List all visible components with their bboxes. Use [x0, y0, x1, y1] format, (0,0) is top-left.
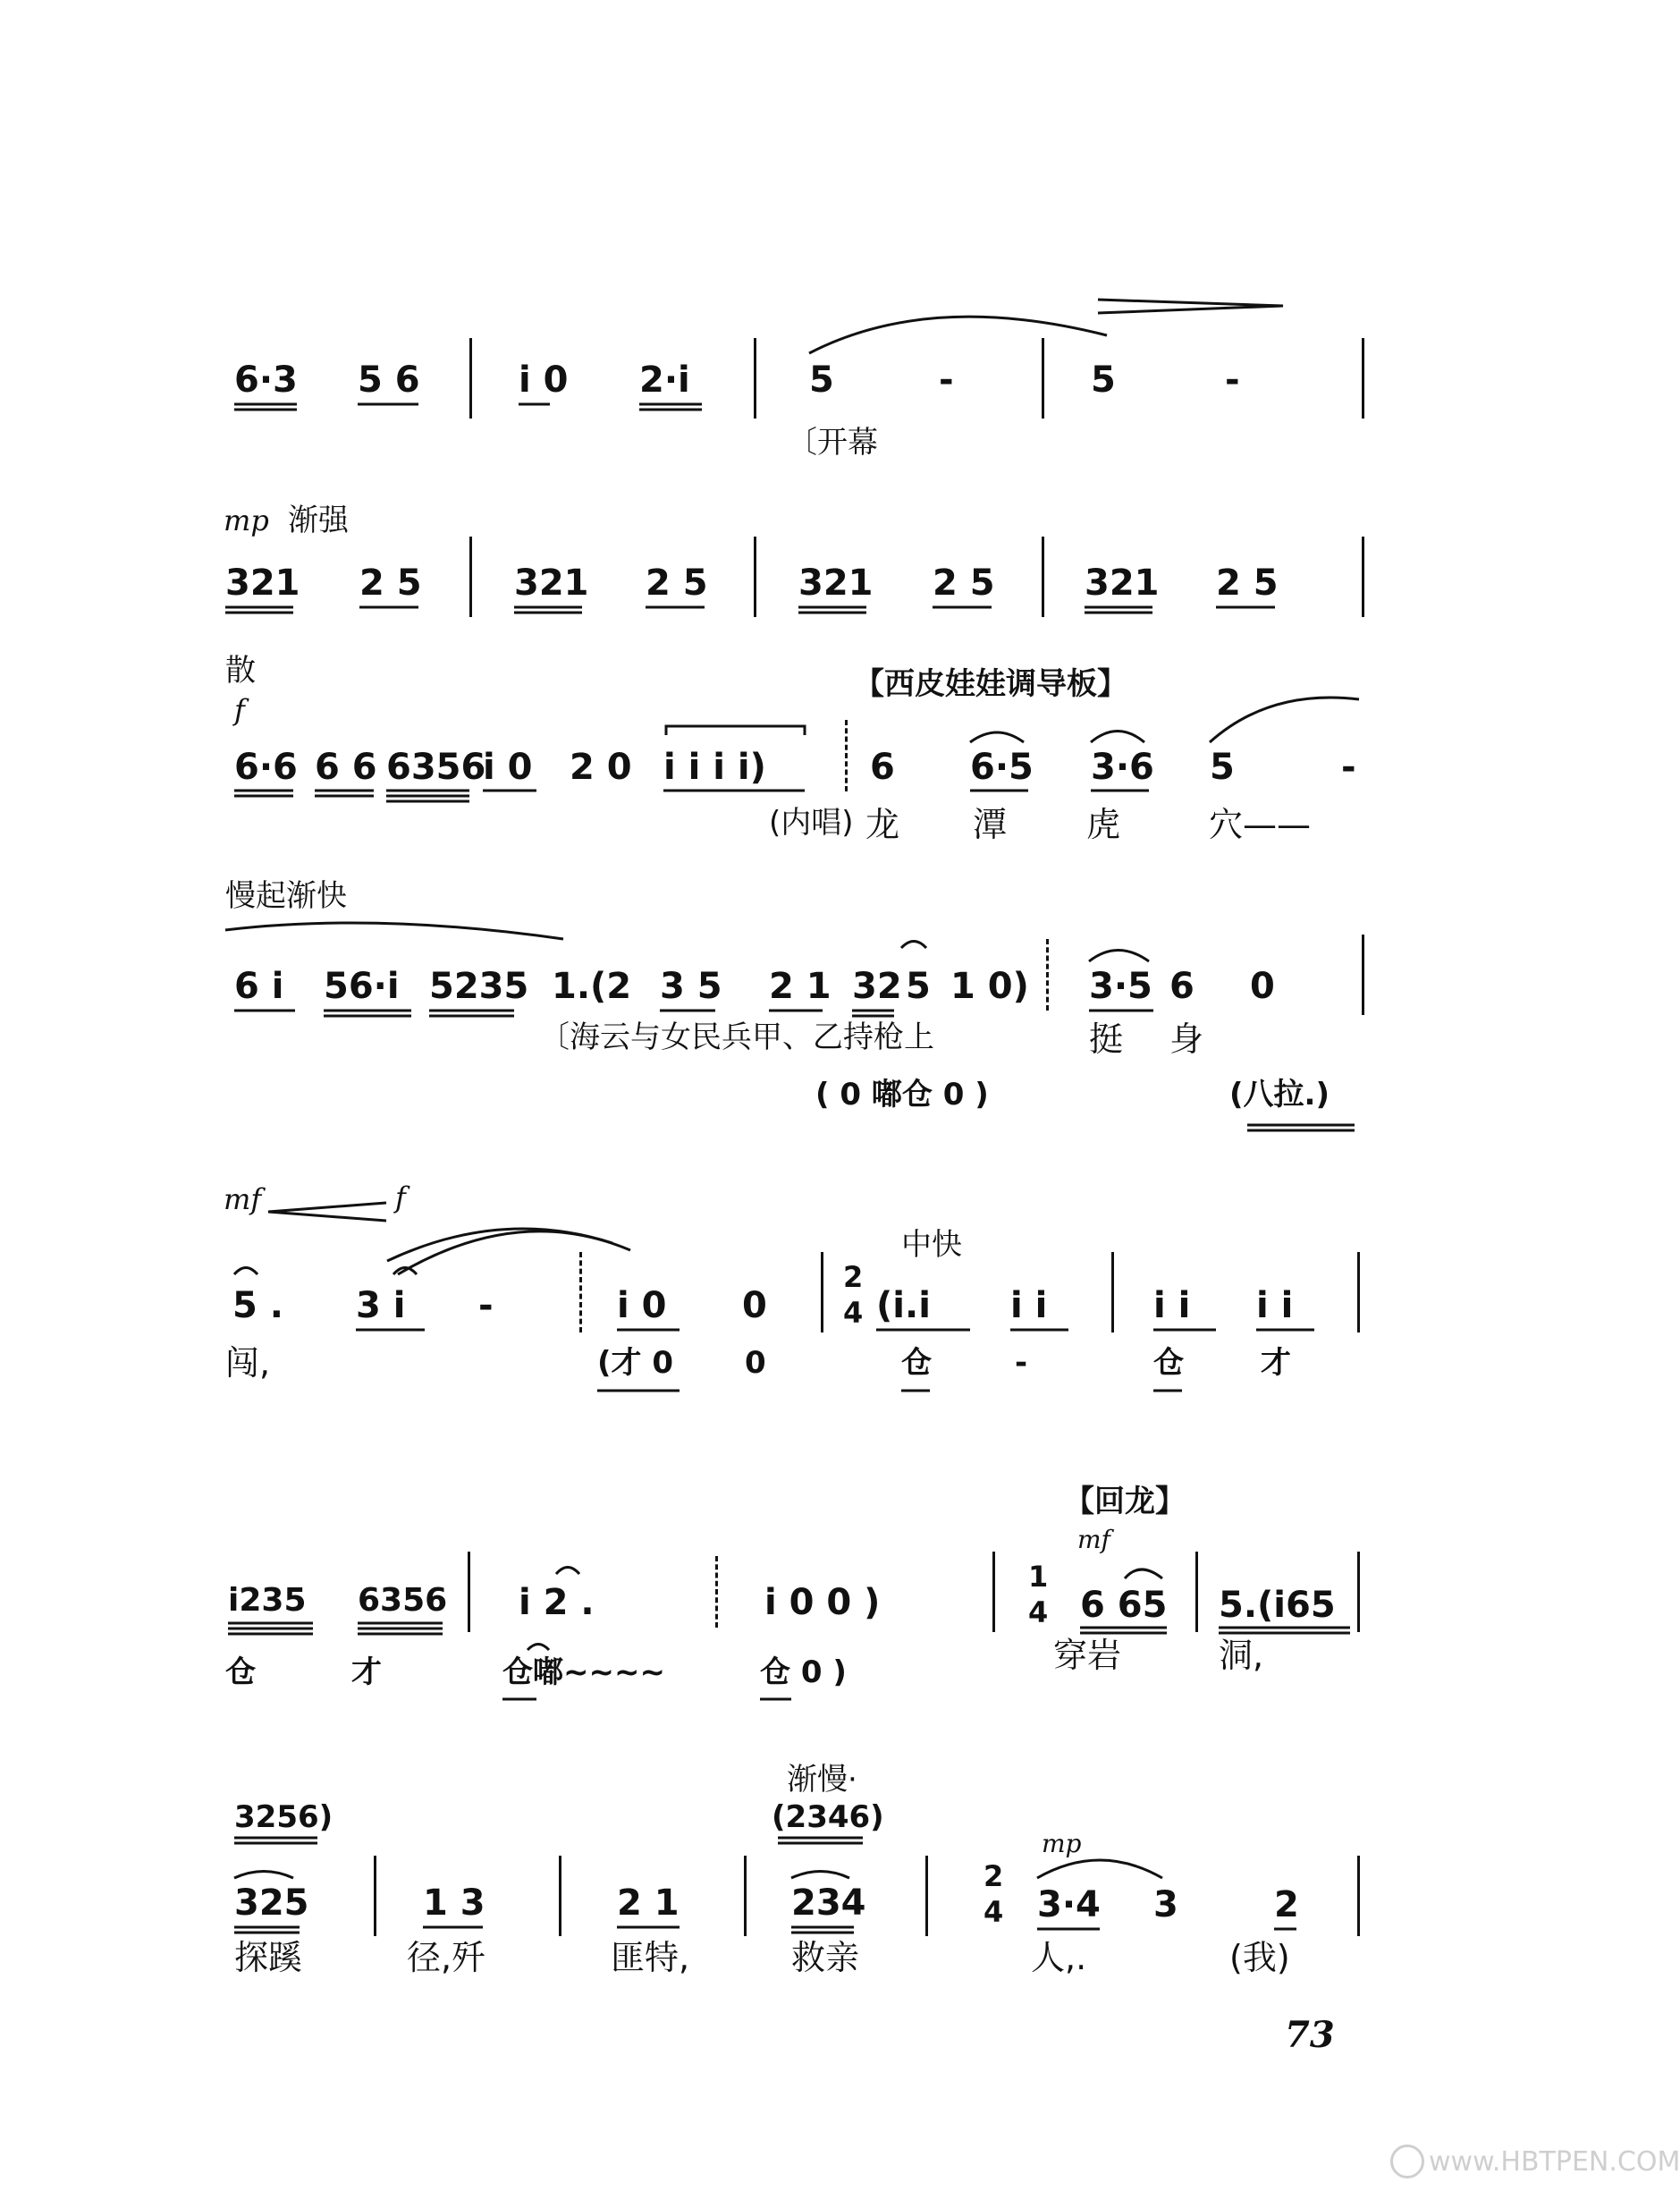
- lyric: 身: [1169, 1019, 1204, 1059]
- note: 5: [1091, 360, 1116, 401]
- note-group: i 0: [519, 360, 569, 401]
- note-group: 5 6: [358, 360, 420, 401]
- lyric: 穿岩: [1053, 1636, 1122, 1675]
- percussion: 仓嘟~~~~: [502, 1654, 665, 1690]
- note: 3: [1153, 1884, 1178, 1925]
- note: 5: [809, 360, 834, 401]
- note-group: 3·4: [1037, 1884, 1101, 1925]
- rest: 0: [742, 1285, 767, 1326]
- time-signature-top: 1: [1028, 1560, 1049, 1594]
- percussion: 才: [351, 1654, 382, 1690]
- percussion: 仓: [225, 1654, 256, 1690]
- note-group: 325: [234, 1882, 309, 1924]
- note-group: i 2 .: [519, 1582, 595, 1623]
- lyric-prefix: (内唱): [769, 805, 854, 841]
- percussion-line: (八拉.): [1229, 1077, 1330, 1112]
- percussion-line: ( 0 嘟仓 0 ): [815, 1077, 989, 1112]
- lyric: 救亲: [791, 1938, 860, 1977]
- note-group: (2346): [772, 1799, 884, 1835]
- time-signature-bottom: 4: [843, 1296, 864, 1330]
- note-group: i i: [1010, 1285, 1048, 1326]
- lyric: 虎: [1086, 805, 1121, 844]
- note-group: 321: [798, 563, 874, 604]
- note-group: 2 5: [933, 563, 995, 604]
- note: 5: [906, 966, 931, 1007]
- lyric: 龙: [865, 805, 900, 844]
- note-group: 1 3: [423, 1882, 485, 1924]
- dynamic-mark: f: [234, 693, 245, 727]
- percussion: 仓: [901, 1345, 932, 1381]
- lyric: 洞,: [1219, 1636, 1264, 1675]
- note-group: i235: [228, 1582, 307, 1619]
- note-group: 3256): [234, 1799, 333, 1835]
- expression-mark: 渐强: [288, 503, 349, 538]
- percussion: -: [1015, 1345, 1028, 1381]
- dynamic-mark: mf: [1077, 1525, 1110, 1554]
- lyric: 穴——: [1209, 805, 1312, 844]
- note-group: 3 5: [660, 966, 722, 1007]
- note-group: 234: [791, 1882, 866, 1924]
- note-group: i 0: [617, 1285, 667, 1326]
- note-group: 1.(2: [552, 966, 632, 1007]
- tempo-mark: 慢起渐快: [225, 878, 347, 914]
- lyric: 人,.: [1031, 1938, 1087, 1977]
- note-group: 6·6: [234, 747, 298, 788]
- note-group: 5 .: [232, 1285, 283, 1326]
- lyric: 闯,: [225, 1343, 271, 1383]
- percussion: 才: [1261, 1345, 1291, 1381]
- tempo-mark: 中快: [901, 1227, 962, 1263]
- time-signature-bottom: 4: [1028, 1595, 1049, 1629]
- section-label: 【回龙】: [1064, 1484, 1186, 1519]
- note-group: i i: [1153, 1285, 1191, 1326]
- note-group: 5235: [429, 966, 529, 1007]
- note-group: 2 0: [570, 747, 632, 788]
- note-group: 321: [1085, 563, 1160, 604]
- note-group: 6 65: [1080, 1585, 1168, 1626]
- note-group: 2 5: [646, 563, 708, 604]
- page-number: 73: [1285, 2014, 1335, 2056]
- note-group: 1 0): [950, 966, 1029, 1007]
- note-group: 6·3: [234, 360, 298, 401]
- note-group: 6 i: [234, 966, 284, 1007]
- watermark: www.HBTPEN.COM: [1429, 2146, 1680, 2178]
- tempo-mark: 渐慢·: [787, 1762, 857, 1798]
- note-group: 6356: [358, 1582, 448, 1619]
- note-group: 3·6: [1091, 747, 1154, 788]
- dynamic-mark: mp: [1042, 1829, 1082, 1858]
- hold-dash: -: [478, 1285, 494, 1326]
- note-group: i 0 0 ): [764, 1582, 881, 1623]
- note-group: 6·5: [970, 747, 1034, 788]
- lyric: 挺: [1089, 1019, 1124, 1059]
- note: 5: [1210, 747, 1235, 788]
- note-group: i 0: [483, 747, 533, 788]
- note-group: 321: [514, 563, 589, 604]
- note-group: (i.i: [876, 1285, 931, 1326]
- hold-dash: -: [939, 360, 954, 401]
- lyric: 探蹊: [234, 1938, 303, 1977]
- note: 6: [1169, 966, 1195, 1007]
- note-group: 2 1: [617, 1882, 680, 1924]
- rest: 0: [1250, 966, 1275, 1007]
- note-group: i i: [1256, 1285, 1294, 1326]
- note-group: 3 i: [356, 1285, 406, 1326]
- note-group: i i i i): [663, 747, 766, 788]
- percussion: (才 0: [597, 1345, 674, 1381]
- dynamic-mark: mp: [224, 503, 269, 537]
- dynamic-mark: f: [395, 1180, 406, 1214]
- note-group: 2 5: [359, 563, 422, 604]
- note-group: 56·i: [324, 966, 400, 1007]
- percussion: 仓 0 ): [760, 1654, 847, 1690]
- stage-direction: 〔开幕: [787, 425, 878, 461]
- note: 6: [870, 747, 895, 788]
- time-signature-bottom: 4: [984, 1895, 1004, 1929]
- percussion: 仓: [1153, 1345, 1184, 1381]
- dynamic-mark: mf: [224, 1182, 262, 1216]
- lyric: (我): [1229, 1938, 1290, 1977]
- hold-dash: -: [1341, 747, 1356, 788]
- note-group: 321: [225, 563, 300, 604]
- tempo-mark: 散: [225, 653, 256, 689]
- note-group: 3·5: [1089, 966, 1152, 1007]
- note: 2: [1274, 1884, 1299, 1925]
- note-group: 2·i: [639, 360, 690, 401]
- note-group: 6356: [386, 747, 486, 788]
- time-signature-top: 2: [843, 1260, 864, 1294]
- section-label: 【西皮娃娃调导板】: [854, 666, 1127, 702]
- lyric: 径,歼: [407, 1938, 486, 1977]
- stage-direction: 〔海云与女民兵甲、乙持枪上: [539, 1019, 934, 1055]
- note-group: 5.(i65: [1219, 1585, 1336, 1626]
- note-group: 6 6: [315, 747, 377, 788]
- time-signature-top: 2: [984, 1859, 1004, 1893]
- note-group: 32: [852, 966, 902, 1007]
- note-group: 2 1: [769, 966, 832, 1007]
- percussion: 0: [745, 1345, 766, 1381]
- lyric: 匪特,: [611, 1938, 690, 1977]
- hold-dash: -: [1225, 360, 1240, 401]
- lyric: 潭: [973, 805, 1008, 844]
- note-group: 2 5: [1216, 563, 1279, 604]
